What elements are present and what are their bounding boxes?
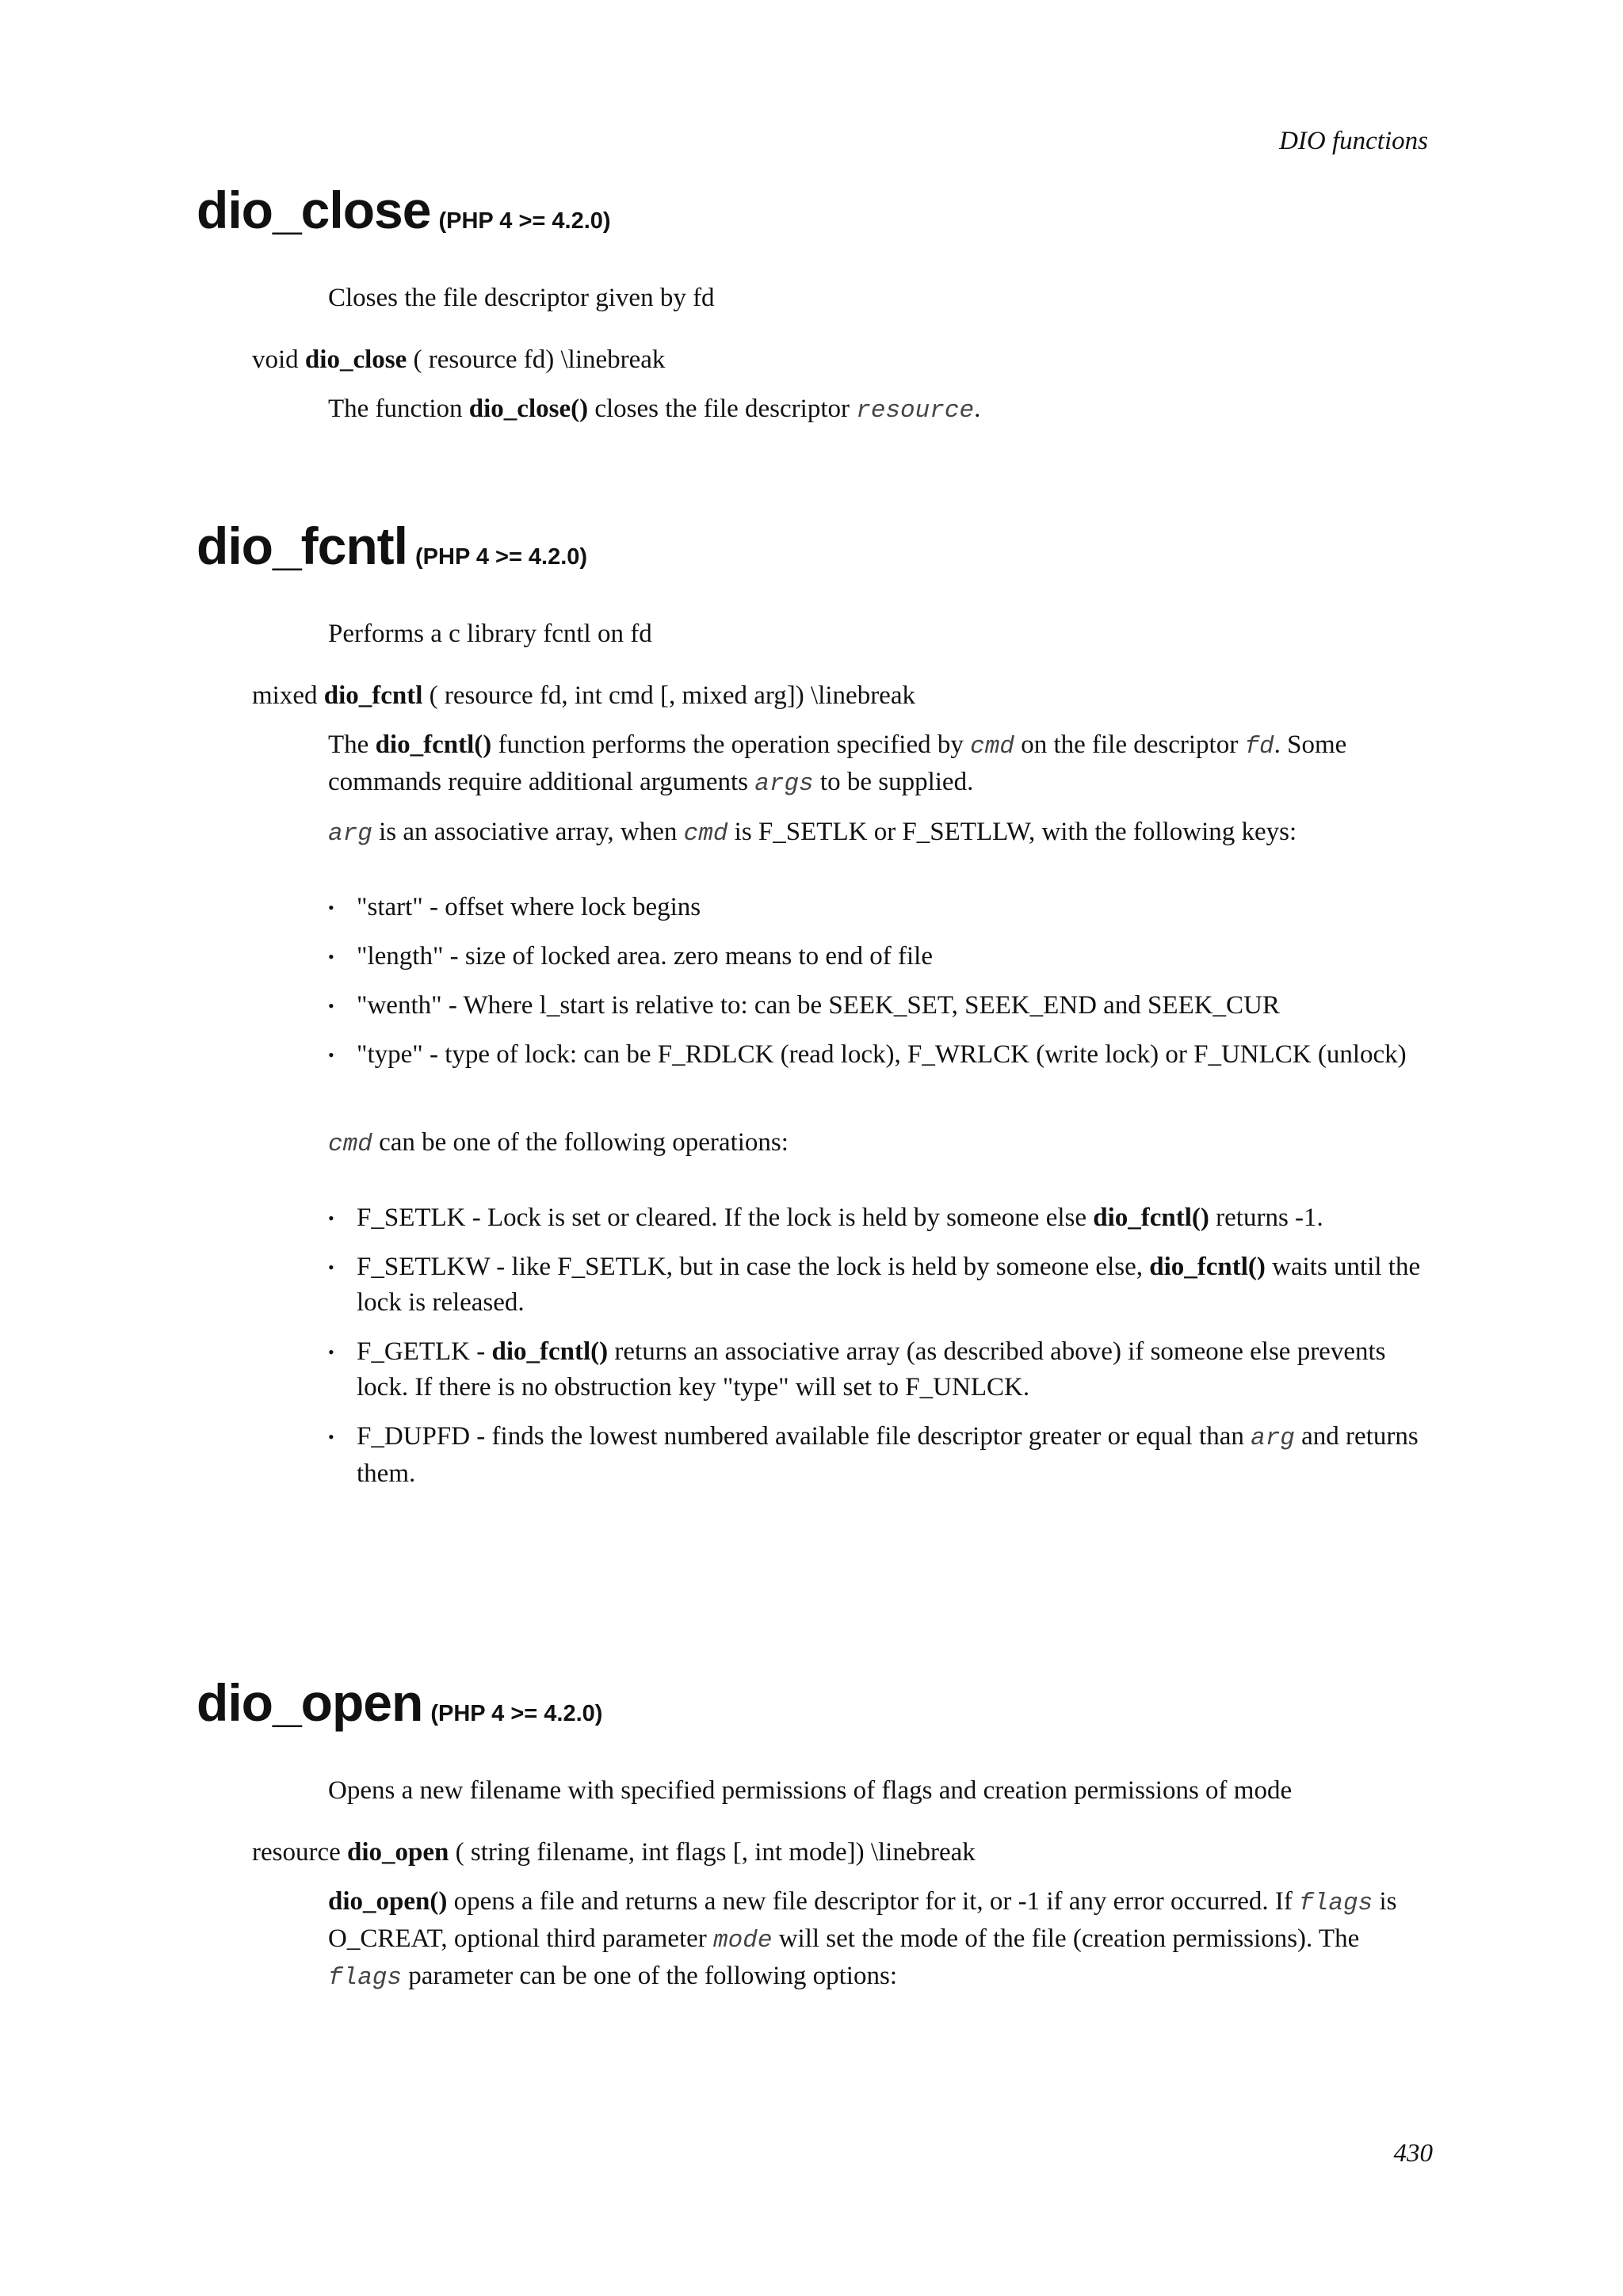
description-paragraph (328, 1884, 1433, 1996)
list-item-text: "length" - size of locked area. zero means to end of file (357, 942, 933, 971)
description (328, 391, 1433, 429)
text-run: F_SETLKW - like F_SETLK, but in case the lock is held by someone else, (357, 1253, 1150, 1281)
text-run: function performs the operation specified by (491, 730, 971, 759)
text-run: returns -1. (1209, 1203, 1323, 1232)
text-run: closes the file descriptor (588, 395, 857, 423)
function-name: dio_open (197, 1673, 423, 1732)
version-info: (PHP 4 >= 4.2.0) (438, 208, 611, 234)
function-synopsis (252, 342, 1433, 377)
version-info: (PHP 4 >= 4.2.0) (415, 544, 588, 570)
text-run: will set the mode of the file (creation permissions). The (772, 1924, 1360, 1953)
parameter-ref: args (754, 770, 814, 798)
text-run: . (974, 395, 981, 423)
parameter-ref: mode (713, 1927, 773, 1955)
section-dio-close (197, 181, 1433, 429)
return-type: void (252, 345, 299, 374)
parameter-ref: resource (856, 397, 975, 425)
bullet-icon: • (328, 1208, 334, 1228)
function-synopsis (252, 1835, 1433, 1870)
function-purpose: Performs a c library fcntl on fd (328, 620, 652, 648)
text-run: parameter can be one of the following options: (402, 1962, 897, 1990)
text-run: is O_CREAT, optional third parameter (328, 1887, 1397, 1953)
text-run: waits until the lock is released. (357, 1253, 1421, 1317)
text-run: on the file descriptor (1014, 730, 1245, 759)
bullet-icon: • (328, 1257, 334, 1277)
list-item (328, 988, 1433, 1024)
description-paragraph (328, 814, 1433, 852)
function-name: dio_fcntl (197, 517, 407, 575)
lock-keys-list (328, 890, 1433, 1073)
function-purpose: Opens a new filename with specified permissions of flags and creation permissions of mode (328, 1776, 1293, 1805)
text-run: The function (328, 395, 469, 423)
bullet-icon: • (328, 1045, 334, 1065)
text-run: returns an associative array (as described above) if someone else prevents lock. If there is no obstruction key "type" will set to F_UNLCK. (357, 1337, 1386, 1402)
function-ref: dio_fcntl() (1093, 1203, 1209, 1232)
parameter-ref: cmd (328, 1131, 372, 1158)
parameter-ref: arg (1251, 1425, 1295, 1452)
list-item (328, 890, 1433, 925)
bullet-icon: • (328, 996, 334, 1016)
text-run: . Some commands require additional arguments (328, 730, 1347, 796)
text-run: is F_SETLK or F_SETLLW, with the following keys: (727, 818, 1297, 846)
text-run: The (328, 730, 376, 759)
function-title (197, 1673, 1433, 1732)
text-run: is an associative array, when (372, 818, 684, 846)
synopsis-args: ( string filename, int flags [, int mode]) \linebreak (449, 1838, 976, 1867)
bullet-icon: • (328, 1342, 334, 1362)
section-dio-open (197, 1673, 1433, 1996)
list-item (328, 939, 1433, 974)
bullet-icon: • (328, 1427, 334, 1447)
text-run: F_DUPFD - finds the lowest numbered available file descriptor greater or equal than (357, 1422, 1251, 1451)
parameter-ref: flags (328, 1964, 403, 1992)
section-dio-fcntl (197, 517, 1433, 1505)
parameter-ref: arg (328, 820, 372, 848)
function-ref: dio_fcntl() (491, 1337, 609, 1366)
synopsis-args: ( resource fd, int cmd [, mixed arg]) \linebreak (422, 681, 915, 710)
function-synopsis (252, 678, 1433, 713)
parameter-ref: cmd (683, 820, 728, 848)
function-ref: dio_open() (328, 1887, 448, 1916)
function-title (197, 517, 1433, 575)
return-type: mixed (252, 681, 318, 710)
text-run: to be supplied. (813, 768, 974, 796)
return-type: resource (252, 1838, 341, 1867)
text-run: F_GETLK - (357, 1337, 492, 1366)
list-item-text: "start" - offset where lock begins (357, 893, 701, 921)
running-header: DIO functions (1279, 127, 1428, 155)
parameter-ref: cmd (970, 733, 1014, 761)
list-item (328, 1334, 1433, 1405)
synopsis-function-name: dio_fcntl (323, 681, 423, 710)
text-run: and returns them. (357, 1422, 1419, 1488)
description-paragraph (328, 727, 1433, 802)
page-number: 430 (1393, 2139, 1433, 2168)
function-ref: dio_close() (468, 395, 589, 423)
list-item-text: "type" - type of lock: can be F_RDLCK (read lock), F_WRLCK (write lock) or F_UNLCK (unlock) (357, 1040, 1407, 1069)
text-run: can be one of the following operations: (372, 1128, 789, 1157)
operations-list (328, 1200, 1433, 1492)
list-item (328, 1249, 1433, 1321)
list-item (328, 1037, 1433, 1073)
function-title (197, 181, 1433, 239)
parameter-ref: fd (1244, 733, 1274, 761)
function-name: dio_close (197, 181, 431, 239)
synopsis-function-name: dio_open (347, 1838, 449, 1867)
function-ref: dio_fcntl() (1149, 1253, 1266, 1281)
list-item (328, 1419, 1433, 1492)
synopsis-function-name: dio_close (304, 345, 407, 374)
text-run: opens a file and returns a new file descriptor for it, or -1 if any error occurred. If (447, 1887, 1300, 1916)
text-run: F_SETLK - Lock is set or cleared. If the lock is held by someone else (357, 1203, 1094, 1232)
bullet-icon: • (328, 898, 334, 917)
bullet-icon: • (328, 947, 334, 967)
list-item-text: "wenth" - Where l_start is relative to: can be SEEK_SET, SEEK_END and SEEK_CUR (357, 991, 1280, 1020)
function-ref: dio_fcntl() (375, 730, 492, 759)
synopsis-args: ( resource fd) \linebreak (407, 345, 666, 374)
function-purpose: Closes the file descriptor given by fd (328, 284, 715, 312)
version-info: (PHP 4 >= 4.2.0) (430, 1701, 603, 1726)
parameter-ref: flags (1299, 1890, 1373, 1917)
list-item (328, 1200, 1433, 1236)
description-paragraph (328, 1125, 1433, 1162)
